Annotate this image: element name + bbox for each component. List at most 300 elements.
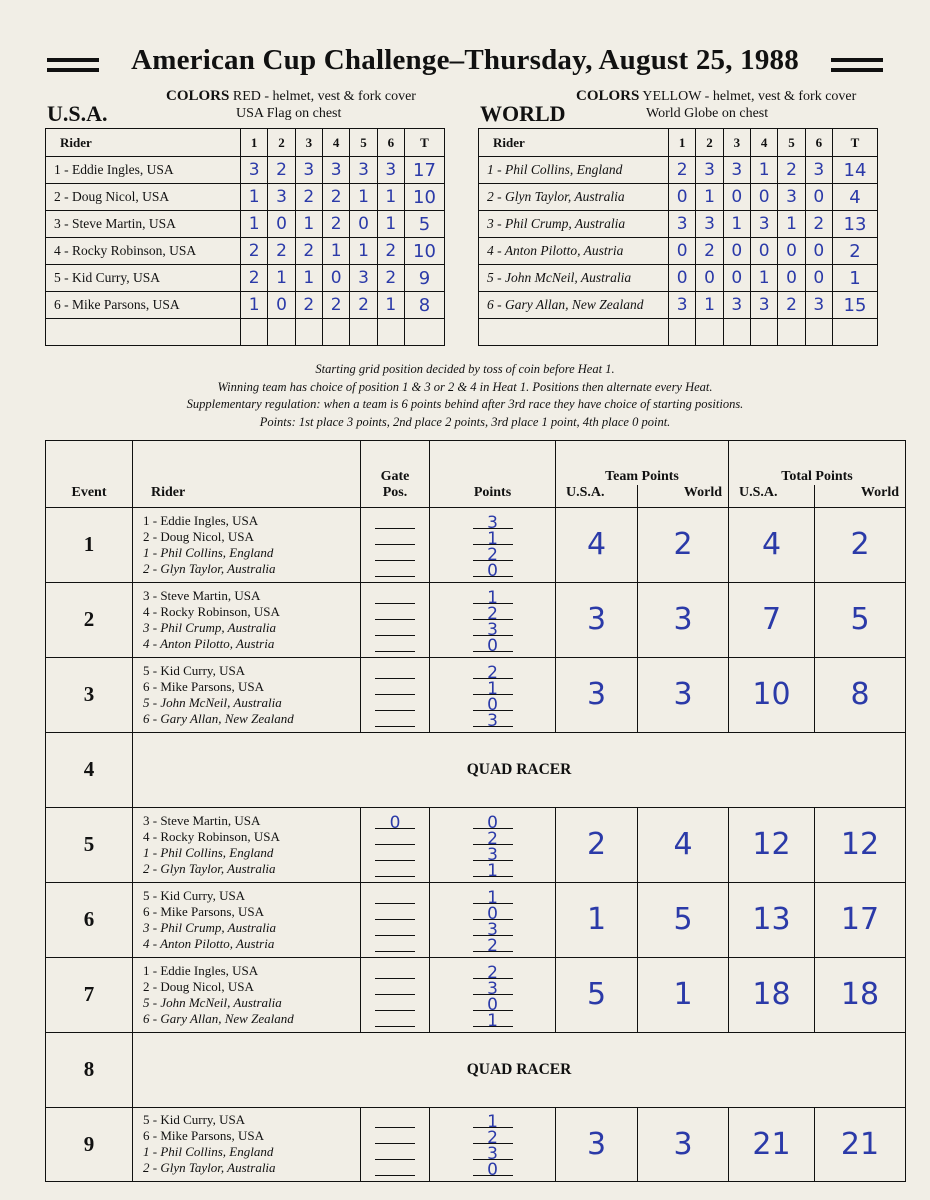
points-value: 2 — [487, 662, 498, 683]
usa-heat-score: 1 — [350, 238, 377, 265]
world-heat-score: 0 — [778, 238, 805, 265]
points-value: 1 — [487, 528, 498, 549]
usa-col-header: 2 — [268, 129, 295, 157]
usa-heat-score: 3 — [350, 157, 377, 184]
points-value: 1 — [487, 1010, 498, 1031]
empty-cell — [377, 319, 404, 346]
event-row — [46, 882, 906, 957]
world-blank-row — [479, 319, 878, 346]
world-heat-score: 2 — [805, 211, 832, 238]
usa-heat-score: 1 — [241, 184, 268, 211]
usa-rider-row — [46, 292, 445, 319]
usa-heat-score: 2 — [268, 157, 295, 184]
world-heat-score: 0 — [805, 184, 832, 211]
world-heat-score: 1 — [696, 292, 723, 319]
usa-col-header: 3 — [295, 129, 322, 157]
total-points-world: 12 — [815, 807, 906, 882]
usa-rider-row — [46, 184, 445, 211]
team-usa-header: U.S.A. — [556, 485, 638, 508]
usa-heat-score: 1 — [241, 292, 268, 319]
gate-lines — [375, 888, 415, 952]
team-points-usa: 5 — [556, 957, 638, 1032]
world-rider-row — [479, 265, 878, 292]
world-heat-score: 2 — [778, 157, 805, 184]
points-lines — [473, 512, 513, 581]
usa-col-header: 4 — [322, 129, 349, 157]
points-line — [473, 860, 513, 881]
points-line — [473, 887, 513, 908]
usa-col-header: T — [405, 129, 445, 157]
world-heat-score: 3 — [723, 157, 750, 184]
world-heat-score: 15 — [833, 292, 878, 319]
usa-rider-name: 6 - Mike Parsons, USA — [46, 292, 241, 319]
quad-racer-label: QUAD RACER — [133, 1032, 906, 1107]
total-points-usa: 13 — [729, 882, 815, 957]
usa-heat-score: 1 — [295, 211, 322, 238]
event-row — [46, 807, 906, 882]
usa-colors-label: COLORS — [166, 88, 230, 104]
points-value: 3 — [487, 710, 498, 731]
events-header-rider: Rider — [133, 441, 361, 508]
gate-line — [375, 695, 415, 711]
usa-col-header: 5 — [350, 129, 377, 157]
world-heat-score: 4 — [833, 184, 878, 211]
usa-heat-score: 1 — [377, 292, 404, 319]
usa-heat-score: 0 — [350, 211, 377, 238]
event-rider-name: 5 - Kid Curry, USA — [143, 1112, 246, 1127]
world-col-header: 1 — [669, 129, 696, 157]
points-line — [473, 619, 513, 640]
event-rider-name: 6 - Mike Parsons, USA — [143, 903, 264, 919]
world-heat-score: 2 — [778, 292, 805, 319]
event-rider-name: 4 - Anton Pilotto, Austria — [143, 935, 275, 951]
event-points-cell — [430, 807, 556, 882]
points-line — [473, 587, 513, 608]
world-team-name: WORLD — [480, 101, 566, 126]
world-rider-row — [479, 211, 878, 238]
event-rider-name: 1 - Eddie Ingles, USA — [143, 962, 259, 978]
event-number: 9 — [46, 1107, 133, 1181]
gate-line — [375, 920, 415, 936]
event-riders — [133, 507, 361, 582]
gate-line — [375, 995, 415, 1011]
usa-col-header: 1 — [241, 129, 268, 157]
event-rider-name: 6 - Mike Parsons, USA — [143, 678, 264, 694]
team-points-world: 3 — [638, 657, 729, 732]
points-line — [473, 635, 513, 656]
total-points-usa: 10 — [729, 657, 815, 732]
gate-line — [375, 829, 415, 845]
usa-col-header: 6 — [377, 129, 404, 157]
event-riders — [133, 957, 361, 1032]
world-heat-score: 3 — [778, 184, 805, 211]
points-line — [473, 844, 513, 865]
gate-line — [375, 561, 415, 577]
usa-heat-score: 2 — [377, 238, 404, 265]
world-col-header: 3 — [723, 129, 750, 157]
empty-cell — [750, 319, 777, 346]
total-points-world: 5 — [815, 582, 906, 657]
points-line — [473, 919, 513, 940]
usa-rider-row — [46, 265, 445, 292]
event-rider-name: 6 - Mike Parsons, USA — [143, 1128, 264, 1143]
points-value: 3 — [487, 919, 498, 940]
usa-heat-score: 10 — [405, 238, 445, 265]
empty-cell — [833, 319, 878, 346]
page-title: American Cup Challenge–Thursday, August 25, 1988 — [131, 44, 799, 76]
event-rider-name: 4 - Rocky Robinson, USA — [143, 603, 280, 619]
event-gate-cell — [361, 882, 430, 957]
points-value: 2 — [487, 935, 498, 956]
world-rider-row — [479, 238, 878, 265]
usa-heat-score: 3 — [295, 157, 322, 184]
total-points-world: 8 — [815, 657, 906, 732]
points-value: 3 — [487, 844, 498, 865]
points-line — [473, 544, 513, 565]
event-riders — [133, 807, 361, 882]
points-line — [473, 812, 513, 833]
world-colors-line2: World Globe on chest — [646, 106, 769, 121]
points-value: 0 — [487, 560, 498, 581]
usa-rider-row — [46, 211, 445, 238]
gate-line — [375, 679, 415, 695]
usa-heat-score: 2 — [295, 184, 322, 211]
world-rider-name: 2 - Glyn Taylor, Australia — [479, 184, 669, 211]
gate-line — [375, 963, 415, 979]
world-colors — [576, 88, 856, 122]
gate-lines — [375, 813, 415, 877]
event-rider-name: 1 - Phil Collins, England — [143, 844, 274, 860]
points-line — [473, 962, 513, 983]
usa-heat-score: 0 — [268, 211, 295, 238]
empty-cell — [241, 319, 268, 346]
points-value: 0 — [487, 812, 498, 833]
empty-cell — [405, 319, 445, 346]
world-col-header: 5 — [778, 129, 805, 157]
gate-line — [375, 936, 415, 952]
title-rule-right — [831, 58, 883, 78]
world-heat-score: 1 — [750, 157, 777, 184]
world-roster-header-row — [479, 129, 878, 157]
usa-rider-name: 5 - Kid Curry, USA — [46, 265, 241, 292]
event-riders — [133, 882, 361, 957]
total-points-world: 18 — [815, 957, 906, 1032]
world-heat-score: 0 — [696, 265, 723, 292]
usa-rider-name: 1 - Eddie Ingles, USA — [46, 157, 241, 184]
world-heat-score: 3 — [723, 292, 750, 319]
events-header-gate — [361, 441, 430, 508]
event-points-cell — [430, 657, 556, 732]
events-header-total-points: Total Points — [729, 441, 906, 485]
team-points-usa: 4 — [556, 507, 638, 582]
total-world-header: World — [815, 485, 906, 508]
team-world-header: World — [638, 485, 729, 508]
empty-cell — [805, 319, 832, 346]
event-rider-name: 1 - Phil Collins, England — [143, 544, 274, 560]
event-number: 5 — [46, 807, 133, 882]
usa-heat-score: 1 — [322, 238, 349, 265]
world-heat-score: 0 — [669, 238, 696, 265]
points-value: 1 — [487, 587, 498, 608]
note-line: Winning team has choice of position 1 & 3 or 2 & 4 in Heat 1. Positions then alternate every Heat. — [217, 379, 713, 394]
world-heat-score: 3 — [750, 292, 777, 319]
usa-rider-header: Rider — [46, 129, 241, 157]
event-rider-name: 6 - Gary Allan, New Zealand — [143, 710, 294, 726]
event-rider-name: 5 - John McNeil, Australia — [143, 694, 282, 710]
world-heat-score: 0 — [805, 238, 832, 265]
usa-heat-score: 17 — [405, 157, 445, 184]
total-points-usa: 12 — [729, 807, 815, 882]
world-heat-score: 1 — [723, 211, 750, 238]
usa-heat-score: 9 — [405, 265, 445, 292]
points-value: 0 — [487, 994, 498, 1015]
empty-cell — [268, 319, 295, 346]
points-value: 1 — [487, 678, 498, 699]
points-line — [473, 1112, 513, 1132]
event-rider-name: 3 - Steve Martin, USA — [143, 812, 261, 828]
gate-lines — [375, 963, 415, 1027]
gate-line — [375, 812, 415, 833]
world-heat-score: 1 — [750, 265, 777, 292]
event-row — [46, 1032, 906, 1107]
usa-heat-score: 0 — [322, 265, 349, 292]
note-line: Supplementary regulation: when a team is 6 points behind after 3rd race they have choice of starting positions. — [186, 397, 744, 411]
usa-rider-name: 3 - Steve Martin, USA — [46, 211, 241, 238]
usa-colors-line2: USA Flag on chest — [236, 106, 342, 121]
event-points-cell — [430, 1107, 556, 1181]
events-header-team-points: Team Points — [556, 441, 729, 485]
event-rider-name: 2 - Doug Nicol, USA — [143, 528, 254, 544]
world-heat-score: 0 — [723, 238, 750, 265]
usa-heat-score: 2 — [350, 292, 377, 319]
note-line: Starting grid position decided by toss of coin before Heat 1. — [315, 362, 615, 376]
event-gate-cell — [361, 582, 430, 657]
empty-cell — [669, 319, 696, 346]
world-colors-label: COLORS — [576, 88, 640, 104]
usa-heat-score: 1 — [377, 211, 404, 238]
points-line — [473, 512, 513, 533]
pos-label: Pos. — [382, 484, 408, 500]
world-heat-score: 13 — [833, 211, 878, 238]
event-rider-name: 2 - Glyn Taylor, Australia — [143, 1160, 276, 1175]
total-points-usa: 7 — [729, 582, 815, 657]
team-points-world: 1 — [638, 957, 729, 1032]
total-points-world: 21 — [815, 1107, 906, 1181]
usa-heat-score: 1 — [377, 184, 404, 211]
world-heat-score: 3 — [805, 157, 832, 184]
usa-heat-score: 1 — [241, 211, 268, 238]
world-rider-header: Rider — [479, 129, 669, 157]
event-row — [46, 957, 906, 1032]
usa-heat-score: 2 — [322, 292, 349, 319]
world-heat-score: 2 — [696, 238, 723, 265]
world-heat-score: 1 — [696, 184, 723, 211]
event-gate-cell — [361, 1107, 430, 1181]
event-rider-name: 2 - Glyn Taylor, Australia — [143, 560, 276, 576]
gate-line — [375, 636, 415, 652]
usa-rider-row — [46, 157, 445, 184]
gate-line — [375, 588, 415, 604]
event-number: 7 — [46, 957, 133, 1032]
world-heat-score: 2 — [833, 238, 878, 265]
world-heat-score: 3 — [696, 157, 723, 184]
event-number: 4 — [46, 732, 133, 807]
usa-heat-score: 1 — [295, 265, 322, 292]
points-line — [473, 694, 513, 715]
usa-heat-score: 2 — [295, 292, 322, 319]
events-table — [45, 440, 906, 1182]
world-heat-score: 0 — [805, 265, 832, 292]
usa-heat-score: 3 — [322, 157, 349, 184]
world-colors-line1: YELLOW - helmet, vest & fork cover — [642, 89, 857, 104]
total-points-usa: 4 — [729, 507, 815, 582]
total-points-usa: 18 — [729, 957, 815, 1032]
gate-line — [375, 620, 415, 636]
usa-heat-score: 3 — [377, 157, 404, 184]
empty-cell — [350, 319, 377, 346]
event-rider-name: 5 - John McNeil, Australia — [143, 994, 282, 1010]
points-lines — [473, 587, 513, 656]
empty-cell — [479, 319, 669, 346]
event-row — [46, 732, 906, 807]
event-riders — [133, 657, 361, 732]
usa-rider-name: 4 - Rocky Robinson, USA — [46, 238, 241, 265]
gate-value: 0 — [389, 812, 401, 833]
gate-line — [375, 663, 415, 679]
world-heat-score: 14 — [833, 157, 878, 184]
usa-heat-score: 3 — [241, 157, 268, 184]
team-points-world: 5 — [638, 882, 729, 957]
usa-heat-score: 8 — [405, 292, 445, 319]
points-value: 0 — [487, 635, 498, 656]
world-heat-score: 2 — [669, 157, 696, 184]
world-heat-score: 1 — [778, 211, 805, 238]
gate-lines — [375, 588, 415, 652]
points-value: 2 — [487, 962, 498, 983]
world-heat-score: 3 — [696, 211, 723, 238]
note-line: Points: 1st place 3 points, 2nd place 2 points, 3rd place 1 point, 4th place 0 point. — [259, 414, 671, 429]
total-usa-header: U.S.A. — [729, 485, 815, 508]
event-gate-cell — [361, 507, 430, 582]
world-heat-score: 0 — [778, 265, 805, 292]
gate-line — [375, 1144, 415, 1160]
points-value: 0 — [487, 694, 498, 715]
world-heat-score: 1 — [833, 265, 878, 292]
event-gate-cell — [361, 957, 430, 1032]
team-points-usa: 2 — [556, 807, 638, 882]
gate-label: Gate — [380, 468, 410, 484]
event-number: 8 — [46, 1032, 133, 1107]
points-value: 1 — [487, 1112, 498, 1132]
points-line — [473, 603, 513, 624]
world-rider-row — [479, 292, 878, 319]
usa-colors — [166, 88, 416, 122]
points-line — [473, 560, 513, 581]
event-riders — [133, 582, 361, 657]
event-number: 6 — [46, 882, 133, 957]
event-rider-name: 1 - Eddie Ingles, USA — [143, 512, 259, 528]
world-heat-score: 3 — [669, 211, 696, 238]
usa-blank-row — [46, 319, 445, 346]
usa-heat-score: 3 — [268, 184, 295, 211]
points-value: 1 — [487, 887, 498, 908]
total-points-world: 17 — [815, 882, 906, 957]
gate-line — [375, 711, 415, 727]
event-points-cell — [430, 882, 556, 957]
points-value: 3 — [487, 1144, 498, 1164]
usa-heat-score: 5 — [405, 211, 445, 238]
gate-line — [375, 888, 415, 904]
world-col-header: T — [833, 129, 878, 157]
event-points-cell — [430, 582, 556, 657]
event-gate-cell — [361, 657, 430, 732]
quad-racer-label: QUAD RACER — [133, 732, 906, 807]
team-points-usa: 1 — [556, 882, 638, 957]
points-line — [473, 662, 513, 683]
points-value: 2 — [487, 1128, 498, 1148]
event-rider-name: 5 - Kid Curry, USA — [143, 887, 246, 903]
team-points-world: 2 — [638, 507, 729, 582]
usa-heat-score: 2 — [295, 238, 322, 265]
usa-team-name: U.S.A. — [47, 101, 108, 126]
total-points-world: 2 — [815, 507, 906, 582]
points-line — [473, 528, 513, 549]
points-lines — [473, 1112, 513, 1180]
gate-line — [375, 1160, 415, 1176]
event-row — [46, 1107, 906, 1181]
world-heat-score: 3 — [805, 292, 832, 319]
world-heat-score: 0 — [750, 184, 777, 211]
team-points-world: 4 — [638, 807, 729, 882]
world-heat-score: 3 — [669, 292, 696, 319]
empty-cell — [295, 319, 322, 346]
empty-cell — [46, 319, 241, 346]
event-row — [46, 582, 906, 657]
events-header-points: Points — [430, 441, 556, 508]
usa-heat-score: 1 — [268, 265, 295, 292]
usa-heat-score: 3 — [350, 265, 377, 292]
event-number: 1 — [46, 507, 133, 582]
event-rider-name: 2 - Glyn Taylor, Australia — [143, 860, 276, 876]
event-rider-name: 4 - Anton Pilotto, Austria — [143, 635, 275, 651]
points-lines — [473, 962, 513, 1031]
world-heat-score: 0 — [723, 265, 750, 292]
empty-cell — [723, 319, 750, 346]
world-heat-score: 3 — [750, 211, 777, 238]
world-roster-table — [478, 128, 878, 346]
points-value: 3 — [487, 619, 498, 640]
empty-cell — [322, 319, 349, 346]
event-rider-name: 2 - Doug Nicol, USA — [143, 978, 254, 994]
gate-line — [375, 1128, 415, 1144]
usa-heat-score: 0 — [268, 292, 295, 319]
usa-roster-header-row — [46, 129, 445, 157]
total-points-usa: 21 — [729, 1107, 815, 1181]
gate-line — [375, 845, 415, 861]
world-rider-row — [479, 157, 878, 184]
world-heat-score: 0 — [669, 265, 696, 292]
gate-line — [375, 1011, 415, 1027]
gate-line — [375, 513, 415, 529]
world-col-header: 6 — [805, 129, 832, 157]
empty-cell — [696, 319, 723, 346]
points-line — [473, 1160, 513, 1180]
team-points-usa: 3 — [556, 657, 638, 732]
event-rider-name: 3 - Phil Crump, Australia — [143, 919, 277, 935]
gate-line — [375, 545, 415, 561]
points-line — [473, 978, 513, 999]
world-col-header: 2 — [696, 129, 723, 157]
